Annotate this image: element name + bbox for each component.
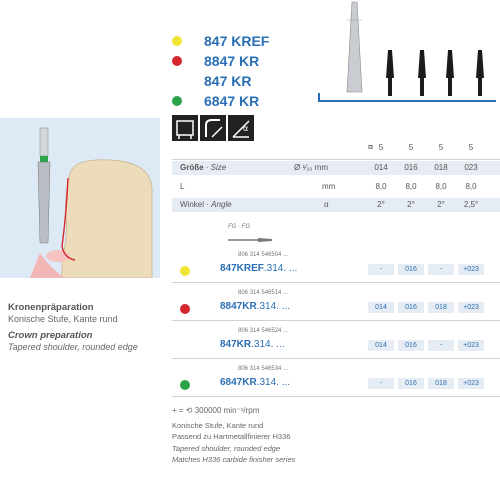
size-value: 016 — [404, 163, 418, 172]
yellow-dot — [172, 36, 182, 46]
note-line: Passend zu Hartmetallfinierer H336 — [172, 432, 291, 441]
pack-value: 5 — [468, 143, 474, 152]
product-row — [172, 93, 259, 109]
product-name: 8847 KR — [204, 53, 260, 69]
svg-text:α: α — [243, 124, 249, 133]
article-value: - — [428, 264, 454, 275]
angle-unit: α — [324, 200, 329, 209]
size-value: 023 — [464, 163, 478, 172]
green-dot — [180, 380, 190, 390]
article-code: 6847KR.314. ... — [220, 377, 291, 388]
size-unit: Ø ¹⁄₁₀ mm — [294, 163, 329, 172]
yellow-dot — [180, 266, 190, 276]
angle-icon — [228, 115, 254, 141]
illustration-baseline — [318, 100, 496, 102]
article-value: - — [368, 264, 394, 275]
article-ref: 806 314 546504 ... — [238, 252, 289, 258]
product-row — [172, 33, 269, 49]
size-value: 014 — [374, 163, 388, 172]
white-dot — [172, 76, 182, 86]
pack-value: 5 — [408, 143, 414, 152]
article-value: 014 — [368, 340, 394, 351]
product-row — [172, 53, 259, 69]
article-ref: 806 314 546514 ... — [238, 290, 289, 296]
size-label: Größe · Size — [180, 163, 227, 172]
length-value: 8,0 — [465, 182, 477, 191]
tooth-illustration — [0, 118, 160, 278]
angle-value: 2,5° — [463, 200, 479, 209]
pack-row — [172, 143, 500, 154]
article-value: 014 — [368, 302, 394, 313]
speed-note: + = ⟲ 300000 min⁻¹/rpm — [172, 406, 260, 415]
article-value: 016 — [398, 378, 424, 389]
description-sub-de: Konische Stufe, Kante rund — [8, 314, 118, 324]
article-value: +023 — [458, 378, 484, 389]
article-value: +023 — [458, 302, 484, 313]
length-row — [172, 180, 500, 194]
angle-value: 2° — [407, 200, 415, 209]
fg-bur-icon — [228, 236, 278, 244]
article-code: 847KR.314. ... — [220, 339, 285, 350]
pack-value: 5 — [438, 143, 444, 152]
size-row — [172, 161, 500, 175]
description-sub-en: Tapered shoulder, rounded edge — [8, 342, 138, 352]
article-value: +023 — [458, 340, 484, 351]
description-title-en: Crown preparation — [8, 330, 93, 341]
article-value: +023 — [458, 264, 484, 275]
red-dot — [180, 304, 190, 314]
length-unit: mm — [322, 182, 336, 191]
article-code: 847KREF.314. ... — [220, 263, 298, 274]
tooth-drawing — [0, 118, 160, 278]
divider — [172, 396, 500, 397]
article-value: 018 — [428, 302, 454, 313]
angle-value: 2° — [377, 200, 385, 209]
angle-value: 2° — [437, 200, 445, 209]
angle-row — [172, 198, 500, 212]
product-row — [172, 73, 251, 89]
divider — [172, 282, 500, 283]
note-line: Tapered shoulder, rounded edge — [172, 444, 281, 453]
length-value: 8,0 — [435, 182, 447, 191]
article-value: 018 — [428, 378, 454, 389]
angle-label: Winkel · Angle — [180, 200, 232, 209]
article-value: 016 — [398, 264, 424, 275]
bur-illustrations — [318, 0, 500, 104]
divider — [172, 320, 500, 321]
pack-value: 5 — [378, 143, 384, 152]
article-code: 8847KR.314. ... — [220, 301, 291, 312]
divider — [172, 358, 500, 359]
shoulder-icon — [200, 115, 226, 141]
product-name: 6847 KR — [204, 93, 260, 109]
illustration-baseline-tick — [318, 93, 320, 102]
length-value: 8,0 — [405, 182, 417, 191]
package-icon: ⧈ — [368, 142, 374, 151]
product-name: 847 KR — [204, 73, 252, 89]
article-value: 016 — [398, 302, 424, 313]
length-label: L — [180, 182, 185, 191]
note-line: Matches H336 carbide finisher series — [172, 455, 296, 464]
article-value: 016 — [398, 340, 424, 351]
product-name: 847 KREF — [204, 33, 270, 49]
crown-prep-icon — [172, 115, 198, 141]
red-dot — [172, 56, 182, 66]
length-value: 8,0 — [375, 182, 387, 191]
shank-label: FG · FG — [228, 224, 250, 230]
divider — [172, 159, 500, 160]
description-title-de: Kronenpräparation — [8, 302, 94, 313]
note-line: Konische Stufe, Kante rund — [172, 421, 264, 430]
article-value: - — [428, 340, 454, 351]
article-ref: 806 314 546534 ... — [238, 366, 289, 372]
size-value: 018 — [434, 163, 448, 172]
article-value: - — [368, 378, 394, 389]
article-ref: 806 314 546524 ... — [238, 328, 289, 334]
green-dot — [172, 96, 182, 106]
